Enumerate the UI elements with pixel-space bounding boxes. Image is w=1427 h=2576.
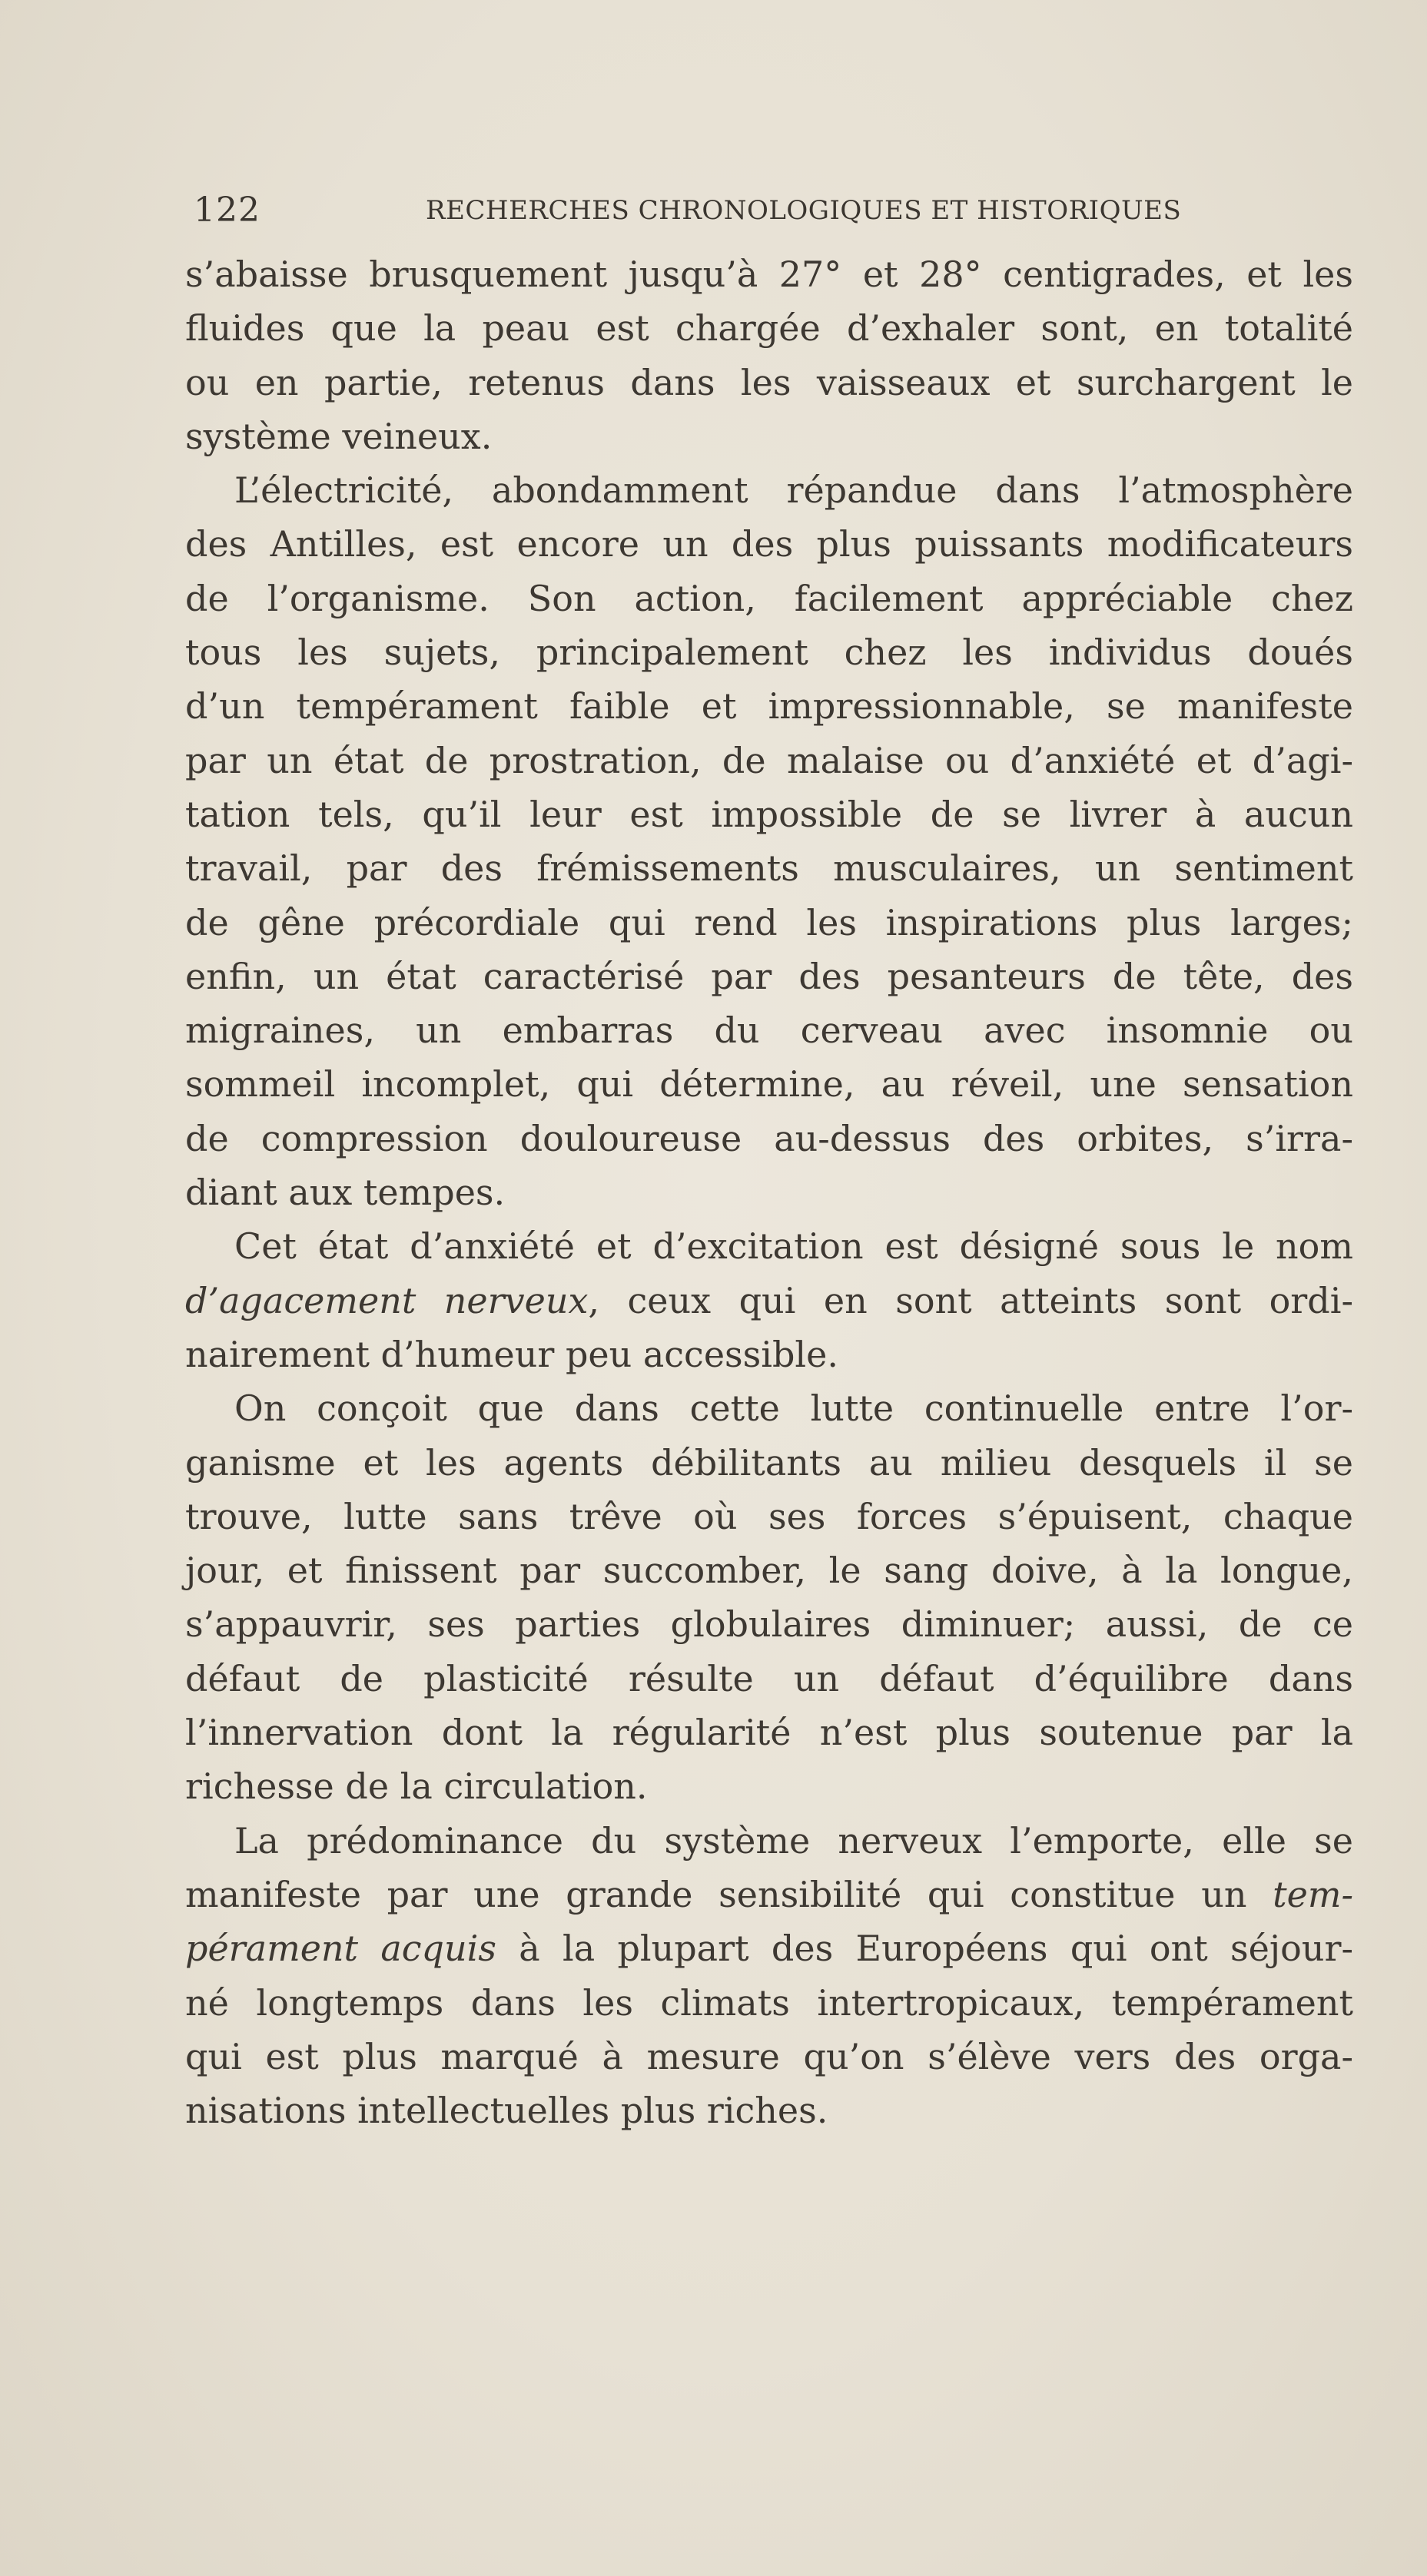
- text-line: de gêne précordiale qui rend les inspirations plus larges;: [185, 901, 1353, 943]
- text-line: défaut de plasticité résulte un défaut d’équilibre dans: [185, 1657, 1353, 1699]
- text-line: s’appauvrir, ses parties globulaires diminuer; aussi, de ce: [185, 1603, 1353, 1646]
- running-head: RECHERCHES CHRONOLOGIQUES ET HISTORIQUES: [426, 195, 1182, 226]
- text-line: richesse de la circulation.: [185, 1765, 648, 1808]
- text-segment: , ceux qui en sont atteints sont ordi-: [588, 1279, 1353, 1321]
- text-line: diant aux tempes.: [185, 1172, 506, 1214]
- text-line: l’innervation dont la régularité n’est plus soutenue par la: [185, 1712, 1353, 1754]
- text-line: tation tels, qu’il leur est impossible de se livrer à aucun: [185, 793, 1353, 835]
- text-line: s’abaisse brusquement jusqu’à 27° et 28° centigrades, et les: [185, 254, 1353, 295]
- text-line: d’un tempérament faible et impressionnable, se manifeste: [185, 685, 1353, 728]
- text-line: qui est plus marqué à mesure qu’on s’élève vers des orga-: [185, 2035, 1353, 2077]
- text-line: On conçoit que dans cette lutte continuelle entre l’or-: [234, 1387, 1353, 1430]
- text-line: La prédominance du système nerveux l’emporte, elle se: [234, 1819, 1353, 1862]
- text-line: des Antilles, est encore un des plus puissants modificateurs: [185, 523, 1353, 565]
- text-line: nairement d’humeur peu accessible.: [185, 1333, 838, 1375]
- italic-phrase: pérament acquis: [185, 1928, 496, 1970]
- text-line: sommeil incomplet, qui détermine, au réveil, une sensation: [185, 1063, 1353, 1106]
- text-line: ganisme et les agents débilitants au milieu desquels il se: [185, 1441, 1353, 1484]
- text-line: né longtemps dans les climats intertropicaux, tempérament: [185, 1981, 1353, 2024]
- text-line: ou en partie, retenus dans les vaisseaux et surchargent le: [185, 361, 1353, 403]
- text-line: Cet état d’anxiété et d’excitation est désigné sous le nom: [234, 1225, 1353, 1268]
- text-line: travail, par des frémissements musculaires, un sentiment: [185, 847, 1353, 890]
- text-line: [185, 1868, 1353, 1921]
- page-header: [194, 191, 1193, 229]
- italic-phrase: tem-: [1273, 1873, 1353, 1915]
- text-line: [185, 1921, 1353, 1975]
- text-segment: manifeste par une grande sensibilité qui constitue un: [185, 1873, 1273, 1915]
- text-line: jour, et finissent par succomber, le sang doive, à la longue,: [185, 1550, 1353, 1592]
- italic-phrase: d’agacement nerveux: [185, 1279, 589, 1321]
- text-segment: à la plupart des Européens qui ont séjour-: [496, 1928, 1353, 1970]
- text-line: système veineux.: [185, 415, 493, 457]
- text-line: trouve, lutte sans trêve où ses forces s’épuisent, chaque: [185, 1495, 1353, 1537]
- text-line: nisations intellectuelles plus riches.: [185, 2090, 828, 2132]
- text-line: tous les sujets, principalement chez les individus doués: [185, 632, 1353, 674]
- text-line: [185, 1274, 1353, 1328]
- text-line: de compression douloureuse au-dessus des orbites, s’irra-: [185, 1117, 1353, 1159]
- text-line: enfin, un état caractérisé par des pesanteurs de tête, des: [185, 955, 1353, 997]
- body-text: [185, 247, 1353, 2137]
- text-line: L’électricité, abondamment répandue dans l’atmosphère: [234, 469, 1353, 512]
- text-line: fluides que la peau est chargée d’exhaler sont, en totalité: [185, 307, 1353, 350]
- text-line: de l’organisme. Son action, facilement appréciable chez: [185, 577, 1353, 619]
- text-line: migraines, un embarras du cerveau avec insomnie ou: [185, 1010, 1353, 1052]
- text-line: par un état de prostration, de malaise ou d’anxiété et d’agi-: [185, 739, 1353, 781]
- page-number: 122: [194, 191, 261, 230]
